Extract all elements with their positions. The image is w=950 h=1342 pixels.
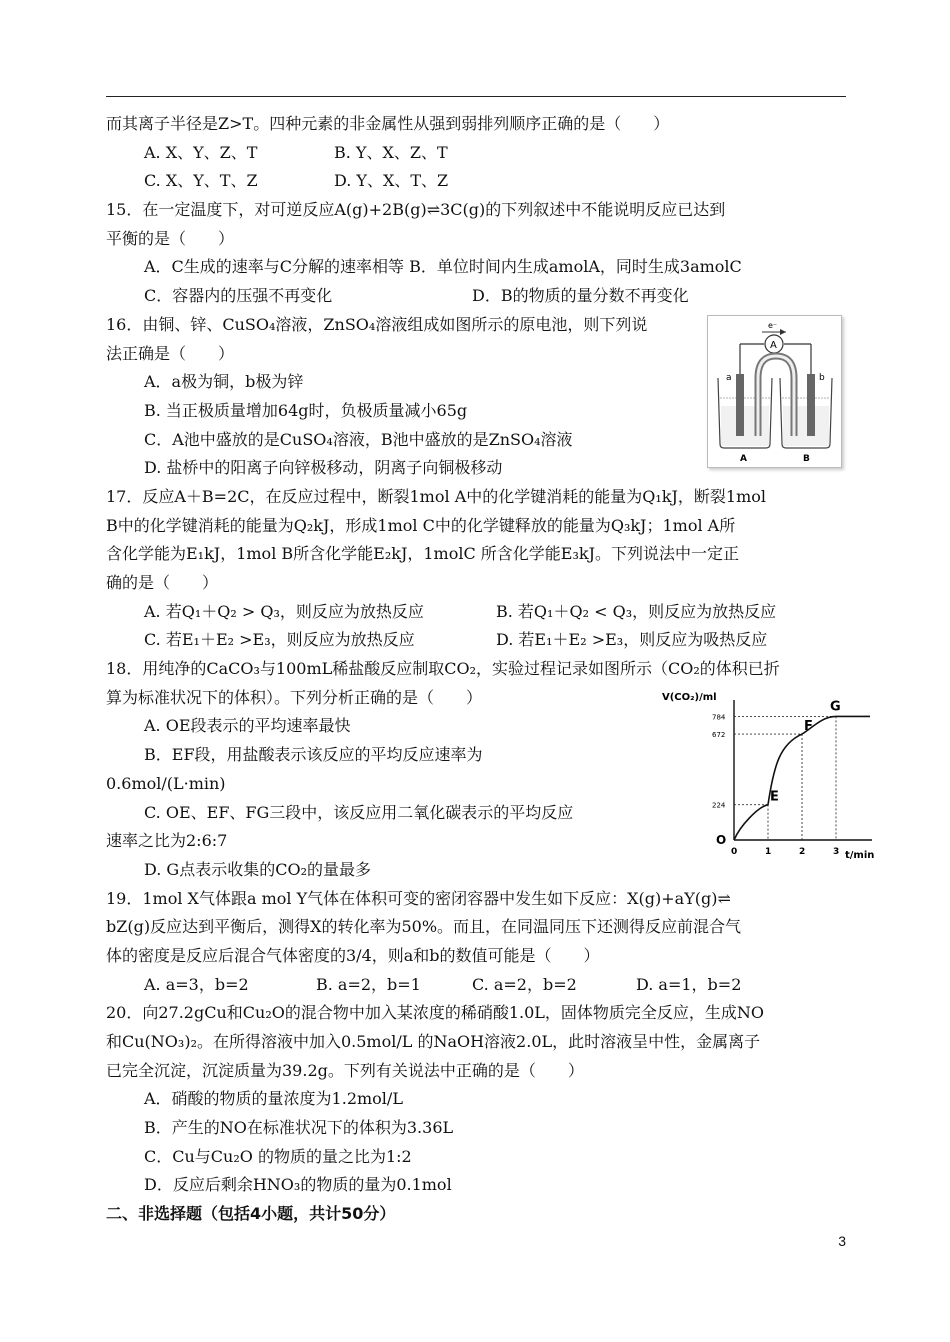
q15-options-cd: [106, 282, 846, 311]
x-tick-label: 3: [833, 847, 840, 857]
q17-option-b: B. 若Q₁＋Q₂ < Q₃，则反应为放热反应: [496, 601, 777, 621]
ammeter-label: A: [770, 340, 777, 351]
q17-stem-4: 确的是（ ）: [106, 573, 219, 592]
q18-stem-1: 18．用纯净的CaCO₃与100mL稀盐酸反应制取CO₂，实验过程记录如图所示（CO₂的体积已折: [106, 659, 780, 679]
electron-label: e⁻: [768, 321, 778, 330]
q14-continuation: 而其离子半径是Z>T。四种元素的非金属性从强到弱排列顺序正确的是（ ）: [106, 114, 670, 133]
x-tick-label: 2: [799, 847, 806, 857]
q18-option-a: A. OE段表示的平均速率最快: [144, 716, 351, 736]
galvanic-cell-figure: [707, 315, 842, 468]
co2-chart-svg: [660, 688, 882, 868]
q15-options-ab: A．C生成的速率与C分解的速率相等 B．单位时间内生成amolA，同时生成3amolC: [144, 257, 742, 277]
y-tick-label: 672: [712, 731, 726, 740]
q19-stem-2: bZ(g)反应达到平衡后，测得X的转化率为50%。而且，在同温同压下还测得反应前混合气: [106, 917, 742, 937]
q14-option-b: B. Y、X、Z、T: [334, 142, 448, 162]
q16-stem-2: 法正确是（ ）: [106, 343, 235, 363]
q14-options-2: [106, 167, 846, 196]
q16-option-a: A．a极为铜，b极为锌: [144, 372, 304, 392]
cell-a-label: A: [740, 454, 747, 464]
electrode-b-label: b: [819, 373, 825, 383]
electrode-a-label: a: [726, 373, 732, 383]
x-tick-label: 0: [731, 847, 738, 857]
q20-option-d: D．反应后剩余HNO₃的物质的量为0.1mol: [144, 1175, 452, 1195]
q15-option-c: C．容器内的压强不再变化: [144, 286, 333, 306]
q19-option-b: B. a=2，b=1: [316, 974, 421, 994]
point-label: E: [770, 789, 779, 805]
cell-b-label: B: [803, 454, 810, 464]
q19-option-c: C. a=2，b=2: [472, 974, 577, 994]
y-tick-label: 224: [712, 801, 726, 810]
point-label: F: [804, 719, 813, 735]
q19-option-d: D. a=1，b=2: [636, 974, 742, 994]
q14-option-a: A. X、Y、Z、T: [144, 142, 258, 162]
q18-option-b-2: 0.6mol/(L·min): [106, 773, 226, 793]
question-content: [106, 110, 846, 1229]
q20-option-b: B．产生的NO在标准状况下的体积为3.36L: [144, 1118, 454, 1138]
q17-options-cd: [106, 626, 846, 655]
q14-option-d: D. Y、X、T、Z: [334, 171, 449, 191]
q17-options-ab: [106, 598, 846, 627]
y-axis-label: V(CO₂)/ml: [662, 692, 717, 703]
q20-option-a: A．硝酸的物质的量浓度为1.2mol/L: [144, 1089, 403, 1109]
x-tick-label: 1: [765, 847, 772, 857]
q19-options: [106, 971, 846, 1000]
q18-option-d: D. G点表示收集的CO₂的量最多: [144, 859, 371, 879]
y-tick-label: 784: [712, 713, 726, 722]
q17-stem-2: B中的化学键消耗的能量为Q₂kJ，形成1mol C中的化学键释放的能量为Q₃kJ；1mol A所: [106, 515, 736, 535]
q14-options-1: [106, 139, 846, 168]
q17-option-c: C. 若E₁＋E₂ >E₃，则反应为放热反应: [144, 630, 415, 650]
q20-option-c: C．Cu与Cu₂O 的物质的量之比为1:2: [144, 1146, 412, 1166]
q16-option-c: C．A池中盛放的是CuSO₄溶液，B池中盛放的是ZnSO₄溶液: [144, 429, 573, 449]
origin-label: O: [716, 833, 727, 847]
q17-stem-1: 17．反应A＋B=2C，在反应过程中，断裂1mol A中的化学键消耗的能量为Q₁kJ，断裂1mol: [106, 486, 766, 506]
q20-stem-1: 20．向27.2gCu和Cu₂O的混合物中加入某浓度的稀硝酸1.0L，固体物质完全反应，生成NO: [106, 1003, 765, 1023]
q15-stem-1: 15．在一定温度下，对可逆反应A(g)+2B(g)⇌3C(g)的下列叙述中不能说明反应已达到: [106, 200, 726, 220]
q15-option-d: D．B的物质的量分数不再变化: [472, 286, 689, 306]
q18-option-b-1: B．EF段，用盐酸表示该反应的平均反应速率为: [144, 745, 483, 765]
q19-stem-1: 19．1mol X气体跟a mol Y气体在体积可变的密闭容器中发生如下反应：X(g)+aY(g)⇌: [106, 888, 731, 908]
electrode-a: [736, 374, 744, 436]
co2-volume-graph: [660, 688, 882, 868]
q14-option-c: C. X、Y、T、Z: [144, 171, 258, 191]
page-number: 3: [838, 1233, 846, 1249]
q20-stem-3: 已完全沉淀，沉淀质量为39.2g。下列有关说法中正确的是（ ）: [106, 1060, 584, 1080]
q18-option-c-2: 速率之比为2:6:7: [106, 831, 228, 851]
q17-stem-3: 含化学能为E₁kJ，1mol B所含化学能E₂kJ，1molC 所含化学能E₃kJ。下列说法中一定正: [106, 544, 739, 564]
q18-option-c-1: C. OE、EF、FG三段中，该反应用二氧化碳表示的平均反应: [144, 802, 574, 822]
q19-stem-3: 体的密度是反应后混合气体密度的3/4，则a和b的数值可能是（ ）: [106, 945, 600, 965]
q18-stem-2: 算为标准状况下的体积）。下列分析正确的是（ ）: [106, 687, 483, 707]
q16-option-d: D. 盐桥中的阳离子向锌极移动，阴离子向铜极移动: [144, 458, 503, 478]
section-heading: 二、非选择题（包括4小题，共计50分）: [106, 1204, 396, 1224]
q16-option-b: B. 当正极质量增加64g时，负极质量减小65g: [144, 400, 468, 420]
q16-stem-1: 16．由铜、锌、CuSO₄溶液，ZnSO₄溶液组成如图所示的原电池，则下列说: [106, 314, 648, 334]
galvanic-cell-diagram: [708, 316, 841, 467]
header-rule: [106, 96, 846, 97]
q15-stem-2: 平衡的是（ ）: [106, 228, 235, 248]
electrode-b: [807, 374, 815, 436]
q17-option-d: D. 若E₁＋E₂ >E₃，则反应为吸热反应: [496, 630, 768, 650]
q20-stem-2: 和Cu(NO₃)₂。在所得溶液中加入0.5mol/L 的NaOH溶液2.0L，此时溶液呈中性，金属离子: [106, 1032, 761, 1051]
q19-option-a: A. a=3，b=2: [144, 974, 249, 994]
x-axis-label: t/min: [845, 850, 875, 861]
q17-option-a: A. 若Q₁＋Q₂ > Q₃，则反应为放热反应: [144, 601, 424, 621]
point-label: G: [830, 699, 841, 715]
